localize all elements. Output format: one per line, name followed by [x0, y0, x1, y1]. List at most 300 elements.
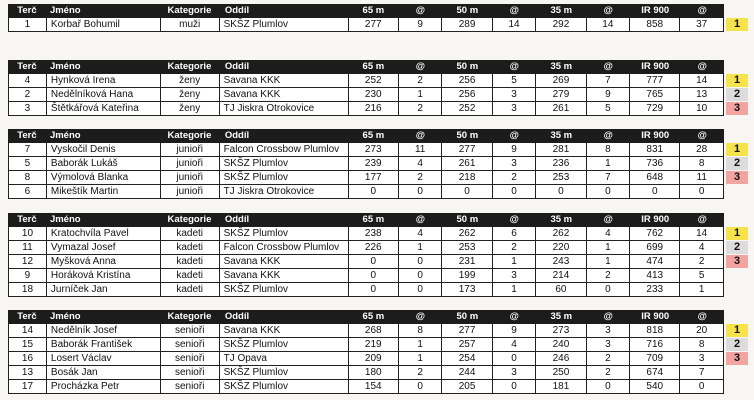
cell-tens-65m: 0: [399, 269, 443, 282]
cell-total-ir900: 716: [630, 338, 680, 351]
cell-target: 2: [9, 88, 47, 101]
cell-total-ir900: 818: [630, 324, 680, 337]
cell-target: 8: [9, 171, 47, 184]
cell-tens-35m: 1: [587, 241, 631, 254]
table-row: [8, 352, 724, 366]
cell-club: TJ Jiskra Otrokovice: [220, 102, 349, 115]
cell-category: kadeti: [161, 255, 220, 268]
header-club: Oddíl: [224, 61, 250, 72]
cell-tens-50m: 4: [493, 338, 537, 351]
cell-tens-50m: 0: [493, 380, 537, 393]
cell-tens-50m: 0: [493, 352, 537, 365]
results-table: [8, 60, 724, 116]
cell-name: Hynková Irena: [47, 74, 161, 87]
cell-club: SKŠZ Plumlov: [220, 338, 349, 351]
cell-score-35m: 0: [536, 185, 586, 198]
header-tens-35m: @: [603, 5, 613, 16]
placement-badge: 2: [726, 338, 748, 351]
header-total-ir900: IR 900: [641, 311, 670, 322]
cell-total-ir900: 777: [630, 74, 680, 87]
cell-tens-50m: 2: [493, 241, 537, 254]
cell-tens-total: 37: [680, 18, 724, 31]
cell-total-ir900: 674: [630, 366, 680, 379]
header-target: Terč: [17, 311, 37, 322]
cell-target: 17: [9, 380, 47, 393]
cell-tens-35m: 2: [587, 269, 631, 282]
cell-tens-total: 8: [680, 338, 724, 351]
cell-score-35m: 181: [536, 380, 586, 393]
table-row: [8, 157, 724, 171]
cell-tens-50m: 3: [493, 102, 537, 115]
header-score-65m: 65 m: [362, 5, 385, 16]
cell-score-65m: 238: [349, 227, 399, 240]
cell-tens-total: 28: [680, 143, 724, 156]
cell-score-65m: 209: [349, 352, 399, 365]
cell-category: ženy: [161, 88, 220, 101]
cell-score-65m: 177: [349, 171, 399, 184]
header-tens-65m: @: [415, 5, 425, 16]
header-tens-total: @: [697, 130, 707, 141]
placement-badge: 1: [726, 227, 748, 240]
header-score-50m: 50 m: [456, 130, 479, 141]
header-club: Oddíl: [224, 130, 250, 141]
cell-name: Vyskočil Denis: [47, 143, 161, 156]
cell-category: kadeti: [161, 241, 220, 254]
table-row: [8, 88, 724, 102]
header-category: Kategorie: [167, 61, 212, 72]
cell-tens-total: 14: [680, 227, 724, 240]
header-tens-total: @: [697, 214, 707, 225]
cell-target: 6: [9, 185, 47, 198]
cell-tens-50m: 1: [493, 255, 537, 268]
cell-score-35m: 292: [536, 18, 586, 31]
cell-target: 7: [9, 143, 47, 156]
header-tens-65m: @: [415, 214, 425, 225]
cell-score-35m: 246: [536, 352, 586, 365]
cell-tens-35m: 0: [587, 185, 631, 198]
cell-score-50m: 277: [442, 143, 492, 156]
cell-tens-total: 1: [680, 283, 724, 296]
cell-tens-65m: 2: [399, 171, 443, 184]
cell-tens-35m: 9: [587, 88, 631, 101]
placement-badge: 2: [726, 88, 748, 101]
cell-score-35m: 250: [536, 366, 586, 379]
cell-score-50m: 199: [442, 269, 492, 282]
cell-tens-total: 20: [680, 324, 724, 337]
table-header: [8, 213, 724, 227]
cell-score-50m: 262: [442, 227, 492, 240]
cell-tens-65m: 0: [399, 380, 443, 393]
cell-tens-35m: 3: [587, 324, 631, 337]
cell-total-ir900: 765: [630, 88, 680, 101]
cell-total-ir900: 413: [630, 269, 680, 282]
header-category: Kategorie: [167, 130, 212, 141]
cell-tens-total: 11: [680, 171, 724, 184]
header-category: Kategorie: [167, 311, 212, 322]
cell-name: Baborák František: [47, 338, 161, 351]
header-total-ir900: IR 900: [641, 214, 670, 225]
cell-category: junioři: [161, 143, 220, 156]
header-tens-50m: @: [509, 130, 519, 141]
cell-score-50m: 0: [442, 185, 492, 198]
cell-score-65m: 252: [349, 74, 399, 87]
cell-name: Jurníček Jan: [47, 283, 161, 296]
cell-category: senioři: [161, 352, 220, 365]
header-tens-65m: @: [415, 61, 425, 72]
cell-target: 15: [9, 338, 47, 351]
cell-tens-65m: 1: [399, 338, 443, 351]
header-score-50m: 50 m: [456, 311, 479, 322]
cell-score-65m: 0: [349, 185, 399, 198]
cell-total-ir900: 699: [630, 241, 680, 254]
placement-badge: 1: [726, 324, 748, 337]
header-score-50m: 50 m: [456, 61, 479, 72]
cell-category: senioři: [161, 366, 220, 379]
header-tens-50m: @: [509, 214, 519, 225]
cell-score-65m: 219: [349, 338, 399, 351]
cell-score-50m: 244: [442, 366, 492, 379]
header-total-ir900: IR 900: [641, 130, 670, 141]
cell-target: 3: [9, 102, 47, 115]
cell-club: SKŠZ Plumlov: [220, 171, 349, 184]
cell-name: Vymazal Josef: [47, 241, 161, 254]
cell-name: Nedělníková Hana: [47, 88, 161, 101]
cell-target: 5: [9, 157, 47, 170]
cell-score-50m: 257: [442, 338, 492, 351]
cell-score-35m: 269: [536, 74, 586, 87]
cell-total-ir900: 540: [630, 380, 680, 393]
cell-name: Losert Václav: [47, 352, 161, 365]
cell-total-ir900: 762: [630, 227, 680, 240]
header-club: Oddíl: [224, 5, 250, 16]
table-row: [8, 18, 724, 32]
table-row: [8, 338, 724, 352]
cell-tens-35m: 0: [587, 283, 631, 296]
cell-category: kadeti: [161, 269, 220, 282]
table-row: [8, 380, 724, 394]
cell-tens-65m: 2: [399, 102, 443, 115]
header-name: Jméno: [49, 311, 81, 322]
cell-tens-total: 3: [680, 352, 724, 365]
cell-score-65m: 226: [349, 241, 399, 254]
results-table: [8, 310, 724, 394]
cell-tens-50m: 3: [493, 269, 537, 282]
header-score-65m: 65 m: [362, 130, 385, 141]
cell-total-ir900: 831: [630, 143, 680, 156]
cell-score-65m: 277: [349, 18, 399, 31]
header-name: Jméno: [49, 130, 81, 141]
cell-name: Výmolová Blanka: [47, 171, 161, 184]
header-target: Terč: [17, 214, 37, 225]
header-name: Jméno: [49, 5, 81, 16]
cell-target: 14: [9, 324, 47, 337]
cell-score-35m: 236: [536, 157, 586, 170]
table-row: [8, 255, 724, 269]
cell-score-50m: 218: [442, 171, 492, 184]
cell-target: 18: [9, 283, 47, 296]
cell-tens-50m: 3: [493, 88, 537, 101]
cell-club: Savana KKK: [220, 324, 349, 337]
cell-club: Savana KKK: [220, 74, 349, 87]
cell-tens-total: 5: [680, 269, 724, 282]
cell-tens-50m: 5: [493, 74, 537, 87]
cell-club: SKŠZ Plumlov: [220, 366, 349, 379]
cell-name: Korbař Bohumil: [47, 18, 161, 31]
header-score-50m: 50 m: [456, 214, 479, 225]
table-row: [8, 102, 724, 116]
cell-target: 12: [9, 255, 47, 268]
cell-club: Savana KKK: [220, 255, 349, 268]
cell-target: 4: [9, 74, 47, 87]
cell-tens-50m: 1: [493, 283, 537, 296]
cell-club: SKŠZ Plumlov: [220, 380, 349, 393]
cell-category: ženy: [161, 102, 220, 115]
cell-target: 1: [9, 18, 47, 31]
header-tens-50m: @: [509, 5, 519, 16]
cell-category: kadeti: [161, 283, 220, 296]
cell-score-50m: 231: [442, 255, 492, 268]
cell-total-ir900: 648: [630, 171, 680, 184]
table-header: [8, 4, 724, 18]
cell-tens-total: 2: [680, 255, 724, 268]
header-target: Terč: [17, 5, 37, 16]
cell-score-65m: 230: [349, 88, 399, 101]
cell-target: 9: [9, 269, 47, 282]
cell-tens-35m: 1: [587, 255, 631, 268]
table-header: [8, 310, 724, 324]
cell-score-35m: 60: [536, 283, 586, 296]
header-target: Terč: [17, 130, 37, 141]
cell-tens-35m: 14: [587, 18, 631, 31]
cell-score-50m: 261: [442, 157, 492, 170]
results-table: [8, 213, 724, 297]
cell-tens-65m: 2: [399, 366, 443, 379]
placement-badge: 1: [726, 18, 748, 31]
cell-score-65m: 0: [349, 255, 399, 268]
cell-score-65m: 239: [349, 157, 399, 170]
cell-club: Falcon Crossbow Plumlov: [220, 241, 349, 254]
cell-tens-35m: 7: [587, 74, 631, 87]
cell-tens-50m: 6: [493, 227, 537, 240]
cell-score-50m: 252: [442, 102, 492, 115]
cell-tens-65m: 9: [399, 18, 443, 31]
header-tens-50m: @: [509, 61, 519, 72]
cell-name: Procházka Petr: [47, 380, 161, 393]
cell-category: senioři: [161, 380, 220, 393]
cell-tens-35m: 2: [587, 352, 631, 365]
cell-score-35m: 261: [536, 102, 586, 115]
cell-score-50m: 277: [442, 324, 492, 337]
cell-tens-65m: 2: [399, 74, 443, 87]
cell-score-35m: 279: [536, 88, 586, 101]
header-tens-65m: @: [415, 130, 425, 141]
cell-total-ir900: 233: [630, 283, 680, 296]
table-row: [8, 171, 724, 185]
cell-tens-35m: 4: [587, 227, 631, 240]
cell-tens-total: 0: [680, 380, 724, 393]
placement-badge: 2: [726, 157, 748, 170]
table-row: [8, 185, 724, 199]
cell-score-35m: 281: [536, 143, 586, 156]
header-tens-35m: @: [603, 214, 613, 225]
header-name: Jméno: [49, 214, 81, 225]
cell-tens-total: 0: [680, 185, 724, 198]
cell-tens-35m: 2: [587, 366, 631, 379]
table-header: [8, 60, 724, 74]
cell-name: Bosák Jan: [47, 366, 161, 379]
cell-tens-50m: 0: [493, 185, 537, 198]
cell-score-35m: 243: [536, 255, 586, 268]
cell-score-50m: 253: [442, 241, 492, 254]
header-tens-total: @: [697, 61, 707, 72]
cell-club: SKŠZ Plumlov: [220, 227, 349, 240]
placement-badge: 3: [726, 352, 748, 365]
cell-score-50m: 256: [442, 74, 492, 87]
header-score-35m: 35 m: [550, 130, 573, 141]
cell-category: senioři: [161, 324, 220, 337]
header-tens-total: @: [697, 5, 707, 16]
cell-name: Štětkářová Kateřina: [47, 102, 161, 115]
header-club: Oddíl: [224, 311, 250, 322]
cell-score-50m: 205: [442, 380, 492, 393]
cell-total-ir900: 474: [630, 255, 680, 268]
table-row: [8, 74, 724, 88]
cell-category: ženy: [161, 74, 220, 87]
header-total-ir900: IR 900: [641, 5, 670, 16]
placement-badge: 1: [726, 74, 748, 87]
cell-total-ir900: 0: [630, 185, 680, 198]
cell-total-ir900: 709: [630, 352, 680, 365]
header-category: Kategorie: [167, 214, 212, 225]
header-tens-65m: @: [415, 311, 425, 322]
cell-target: 13: [9, 366, 47, 379]
cell-tens-35m: 3: [587, 338, 631, 351]
header-category: Kategorie: [167, 5, 212, 16]
header-score-50m: 50 m: [456, 5, 479, 16]
cell-club: TJ Opava: [220, 352, 349, 365]
cell-tens-65m: 11: [399, 143, 443, 156]
header-score-65m: 65 m: [362, 61, 385, 72]
header-club: Oddíl: [224, 214, 250, 225]
cell-score-35m: 220: [536, 241, 586, 254]
cell-tens-50m: 14: [493, 18, 537, 31]
cell-tens-total: 13: [680, 88, 724, 101]
cell-tens-total: 4: [680, 241, 724, 254]
header-tens-35m: @: [603, 311, 613, 322]
cell-tens-50m: 9: [493, 324, 537, 337]
cell-total-ir900: 736: [630, 157, 680, 170]
cell-tens-total: 14: [680, 74, 724, 87]
cell-score-35m: 262: [536, 227, 586, 240]
cell-club: SKŠZ Plumlov: [220, 18, 349, 31]
cell-score-65m: 273: [349, 143, 399, 156]
table-row: [8, 283, 724, 297]
cell-score-65m: 216: [349, 102, 399, 115]
placement-badge: 3: [726, 255, 748, 268]
cell-tens-65m: 4: [399, 157, 443, 170]
header-score-65m: 65 m: [362, 214, 385, 225]
table-header: [8, 129, 724, 143]
cell-tens-65m: 0: [399, 255, 443, 268]
cell-tens-total: 8: [680, 157, 724, 170]
cell-category: muži: [161, 18, 220, 31]
header-score-35m: 35 m: [550, 61, 573, 72]
cell-club: TJ Jiskra Otrokovice: [220, 185, 349, 198]
cell-score-35m: 253: [536, 171, 586, 184]
cell-club: Savana KKK: [220, 269, 349, 282]
cell-score-50m: 289: [442, 18, 492, 31]
results-table: [8, 129, 724, 199]
table-row: [8, 241, 724, 255]
table-row: [8, 269, 724, 283]
table-row: [8, 366, 724, 380]
cell-category: junioři: [161, 171, 220, 184]
header-target: Terč: [17, 61, 37, 72]
cell-tens-65m: 4: [399, 227, 443, 240]
cell-total-ir900: 729: [630, 102, 680, 115]
header-tens-35m: @: [603, 61, 613, 72]
cell-tens-35m: 8: [587, 143, 631, 156]
cell-club: SKŠZ Plumlov: [220, 283, 349, 296]
cell-category: junioři: [161, 185, 220, 198]
header-name: Jméno: [49, 61, 81, 72]
cell-name: Mikeštík Martin: [47, 185, 161, 198]
cell-club: Falcon Crossbow Plumlov: [220, 143, 349, 156]
header-total-ir900: IR 900: [641, 61, 670, 72]
cell-tens-35m: 5: [587, 102, 631, 115]
cell-category: senioři: [161, 338, 220, 351]
cell-name: Horáková Kristína: [47, 269, 161, 282]
cell-score-65m: 154: [349, 380, 399, 393]
header-score-35m: 35 m: [550, 311, 573, 322]
table-row: [8, 227, 724, 241]
table-row: [8, 143, 724, 157]
cell-name: Myšková Anna: [47, 255, 161, 268]
cell-score-35m: 273: [536, 324, 586, 337]
cell-tens-35m: 0: [587, 380, 631, 393]
placement-badge: 3: [726, 171, 748, 184]
cell-total-ir900: 858: [630, 18, 680, 31]
cell-tens-50m: 3: [493, 366, 537, 379]
cell-tens-65m: 8: [399, 324, 443, 337]
cell-target: 10: [9, 227, 47, 240]
cell-score-50m: 173: [442, 283, 492, 296]
header-tens-total: @: [697, 311, 707, 322]
cell-tens-65m: 1: [399, 241, 443, 254]
cell-tens-50m: 3: [493, 157, 537, 170]
cell-tens-65m: 0: [399, 283, 443, 296]
cell-tens-total: 7: [680, 366, 724, 379]
cell-score-50m: 254: [442, 352, 492, 365]
cell-tens-65m: 0: [399, 185, 443, 198]
header-score-35m: 35 m: [550, 214, 573, 225]
cell-score-65m: 0: [349, 269, 399, 282]
placement-badge: 1: [726, 143, 748, 156]
cell-name: Nedělník Josef: [47, 324, 161, 337]
cell-name: Kratochvíla Pavel: [47, 227, 161, 240]
cell-target: 11: [9, 241, 47, 254]
cell-tens-65m: 1: [399, 88, 443, 101]
header-tens-35m: @: [603, 130, 613, 141]
header-score-35m: 35 m: [550, 5, 573, 16]
cell-tens-total: 10: [680, 102, 724, 115]
placement-badge: 2: [726, 241, 748, 254]
results-table: [8, 4, 724, 32]
cell-category: kadeti: [161, 227, 220, 240]
header-tens-50m: @: [509, 311, 519, 322]
cell-score-35m: 214: [536, 269, 586, 282]
cell-tens-50m: 2: [493, 171, 537, 184]
